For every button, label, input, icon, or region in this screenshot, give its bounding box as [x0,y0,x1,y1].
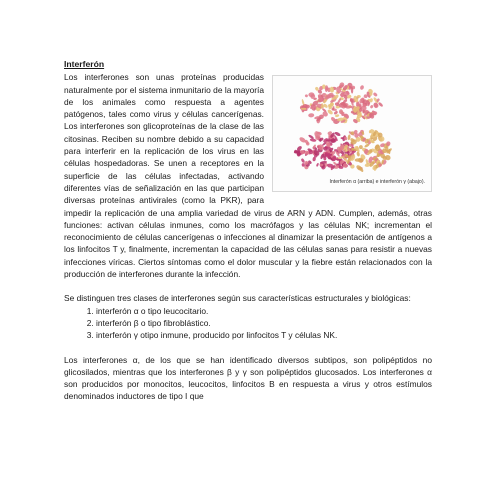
figure-caption: Interferón α (arriba) e interferón γ (abajo). [329,179,425,186]
protein-structure-illustration [277,80,427,178]
interferon-alpha-structure [300,82,384,125]
protein-residue [308,113,314,118]
intro-section [64,71,432,280]
protein-residue [305,94,309,98]
protein-residue [335,114,340,118]
protein-residue [359,145,363,149]
protein-residue [369,130,371,133]
interferon-gamma-structure [294,128,393,173]
interferon-figure [272,75,432,192]
alpha-paragraph: Los interferones α, de los que se han identificado diversos subtipos, son polipéptidos no glicosilados, mientras que los interferones β y γ son polipéptidos glucosados. Los interferones α son producidos por monocitos, leucocitos, linfocitos B en respuesta a virus y otros estímulos denominados inductores de tipo I que [64,354,432,402]
protein-residue [359,85,364,91]
interferon-classes-list [64,305,432,342]
protein-residue [316,163,319,167]
list-item: 1. interferón α o tipo leucocitario. [96,305,432,317]
protein-residue [369,98,373,103]
protein-residue [301,108,307,110]
classes-paragraph: Se distinguen tres clases de interferones según sus características estructurales y biológicas: [64,293,411,304]
protein-residue [378,102,384,108]
list-item: 3. interferón γ otipo inmune, producido por linfocitos T y células NK. [96,329,432,341]
intro-paragraph: Los interferones son unas proteínas producidas naturalmente por el sistema inmunitario de la mayoría de los animales como respuesta a agentes patógenos, tales como virus y células cancerígenas. Los interferones son glicoproteínas de la clase de las citosinas. Reciben su nombre debido a su capacidad para interferir en la replicación de los virus en las células hospedadoras. Se unen a receptores en la superficie de las células infectadas, activando diferentes vías de señalización en las que participan diversas proteínas antivirales (como la PKR), para impedir la replicación de una amplia variedad de virus de ARN y ADN. Cumplen, además, otras funciones: activan células inmunes, como los macrófagos y las células NK; incrementan el reconocimiento de células cancerígenas o infecciones al dinamizar la presentación de antígenos a los linfocitos T y, finalmente, incrementan la capacidad de las células sanas para resistir a nuevas infecciones víricas. Ciertos síntomas como el dolor muscular y la fiebre están relacionados con la producción de interferones durante la infección. [64,72,432,280]
protein-residue [373,92,378,97]
protein-residue [370,105,374,109]
page-title: Interferón [64,59,105,69]
protein-residue [347,135,351,141]
document-body [64,58,432,403]
list-item: 2. interferón β o tipo fibroblástico. [96,317,432,329]
